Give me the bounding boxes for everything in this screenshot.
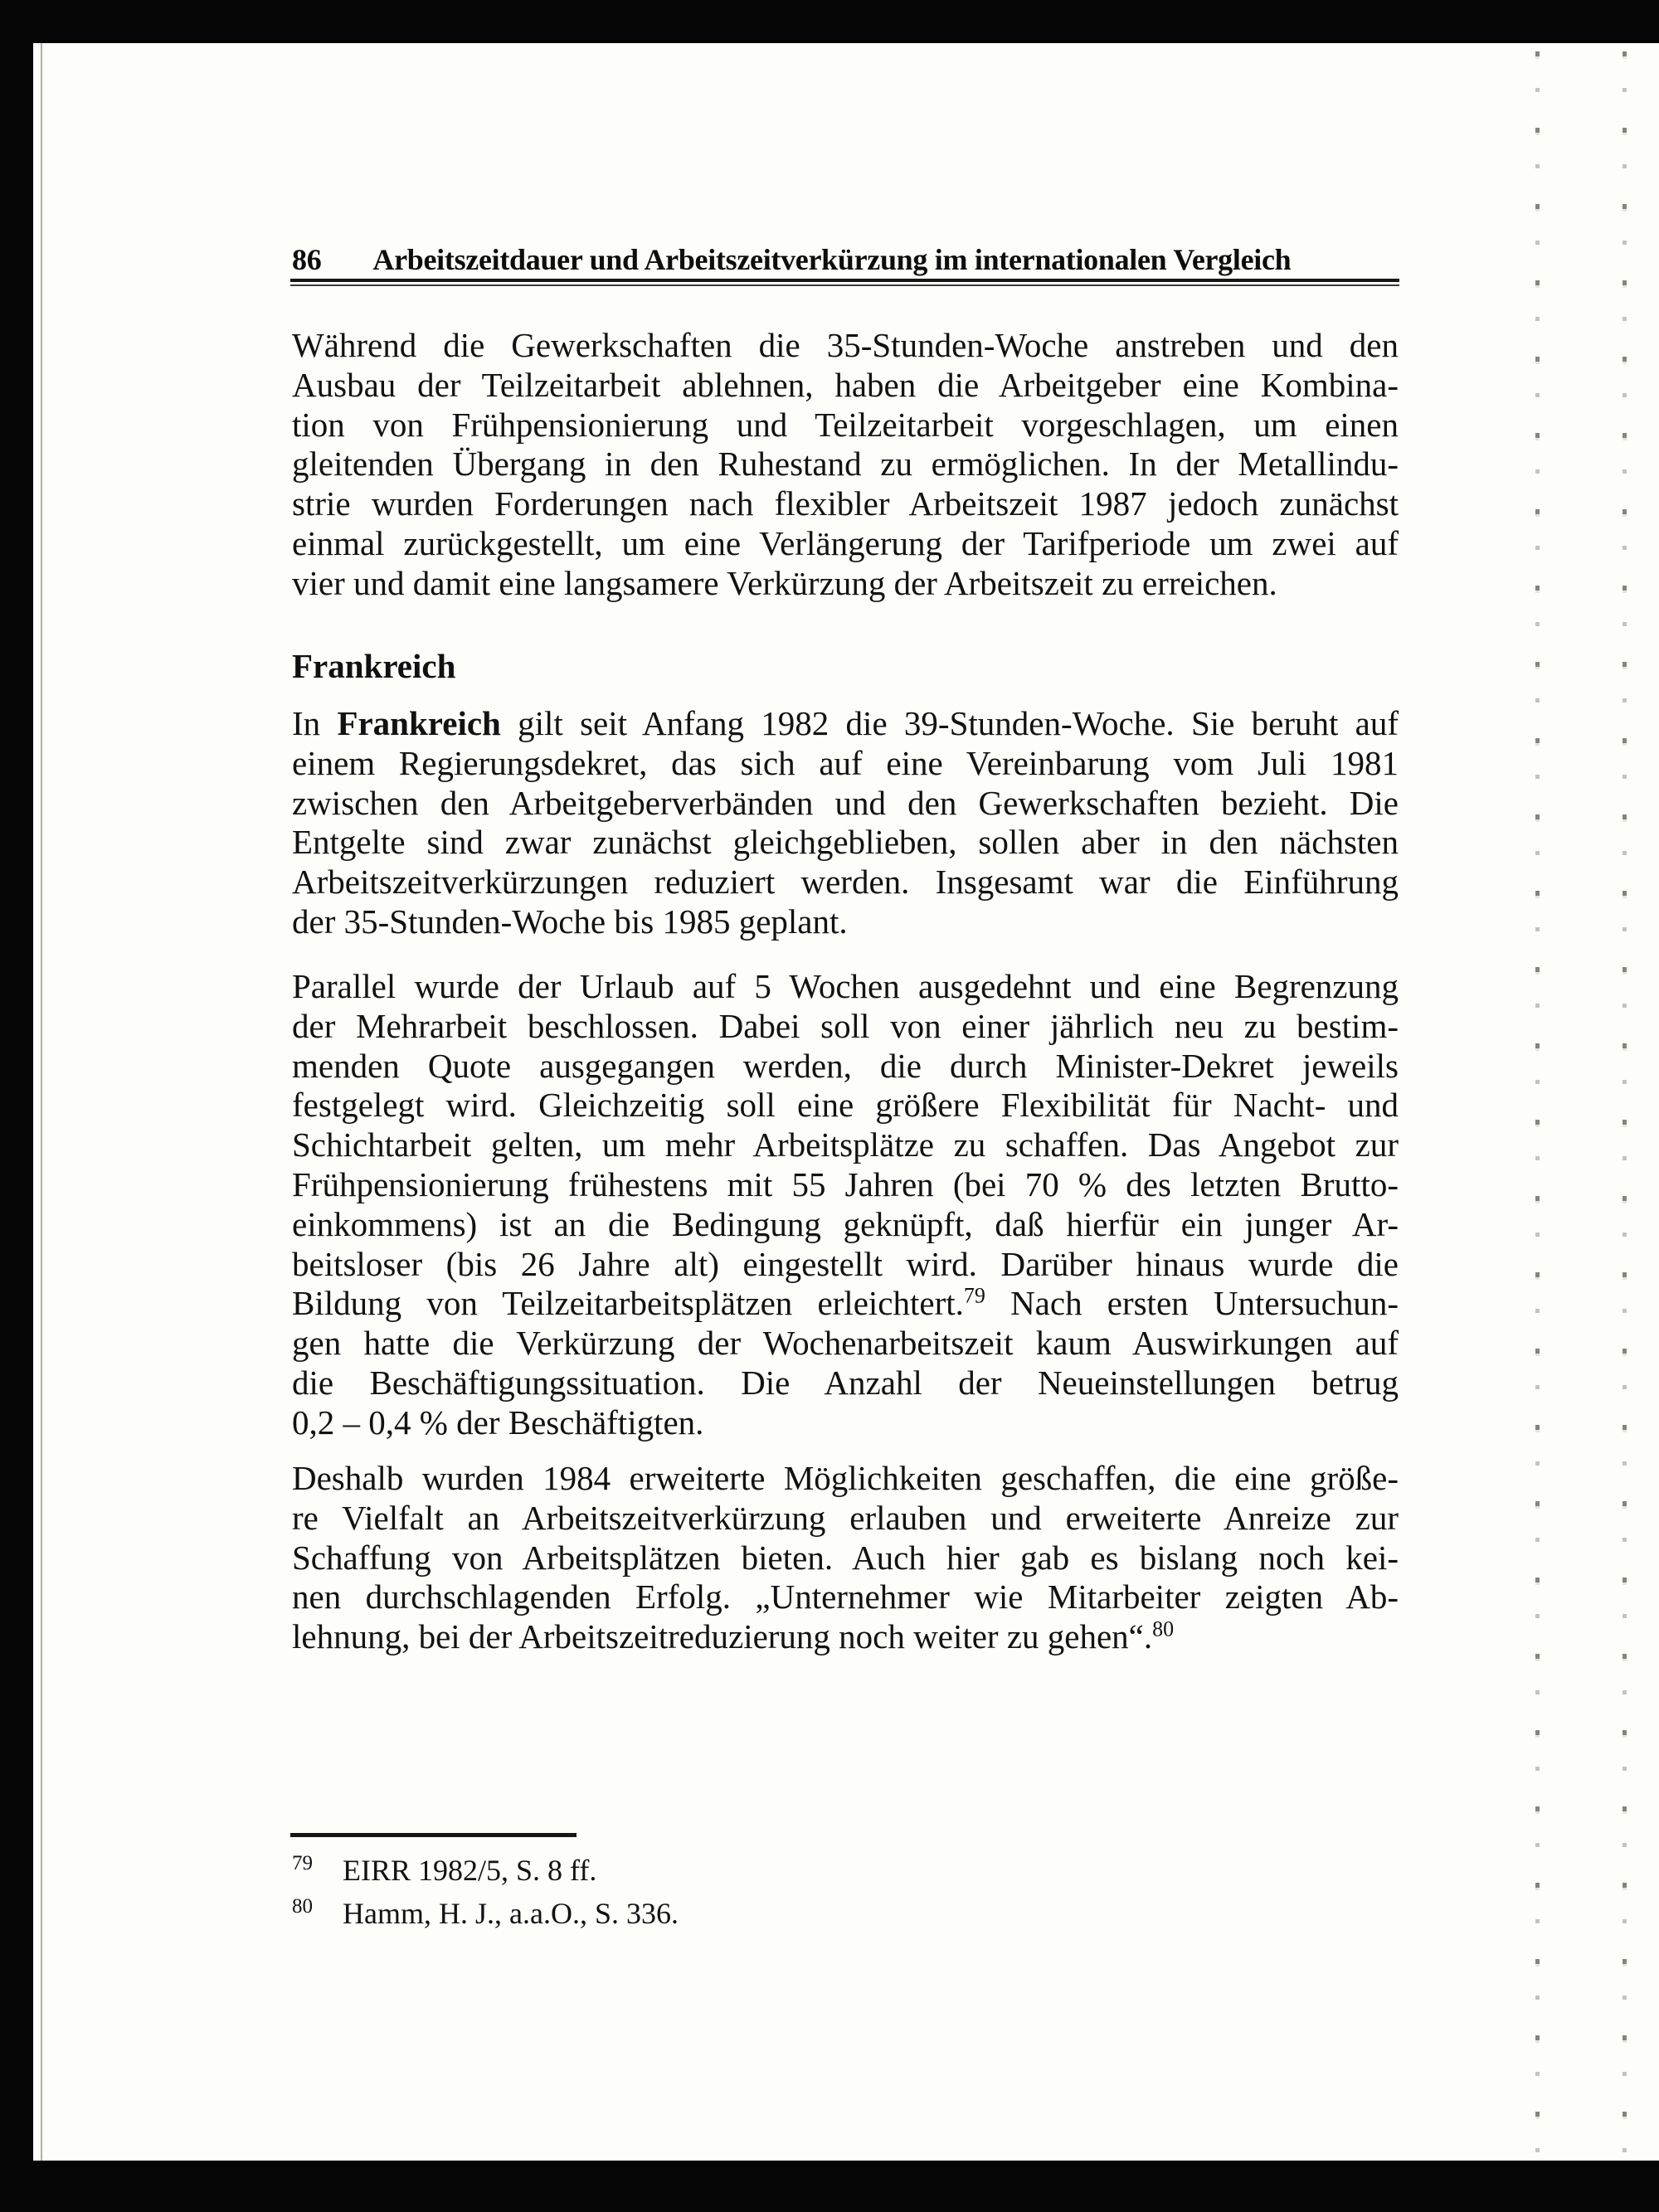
running-head-title: Arbeitszeitdauer und Arbeitszeitverkürzung im internationalen Vergleich	[372, 243, 1292, 276]
footnote-marker: 79	[292, 1852, 313, 1874]
text-line: Ausbau der Teilzeitarbeit ablehnen, haben die Arbeitgeber eine Kombina-	[292, 365, 1399, 404]
page-edge-strip	[33, 43, 63, 2161]
footnote-reference-79: 79	[963, 1283, 985, 1308]
text-line	[292, 704, 1399, 744]
text-line: Parallel wurde der Urlaub auf 5 Wochen ausgedehnt und eine Begrenzung	[292, 967, 1399, 1005]
footnote-text: Hamm, H. J., a.a.O., S. 336.	[343, 1897, 679, 1930]
text-line: nen durchschlagenden Erfolg. „Unternehmer wie Mitarbeiter zeigten Ab-	[292, 1578, 1399, 1616]
text-line: re Vielfalt an Arbeitszeitverkürzung erlauben und erweiterte Anreize zur	[292, 1498, 1399, 1537]
page-edge-dots-left-column	[1535, 51, 1540, 2154]
text-run: Nach ersten Untersuchun-	[985, 1284, 1399, 1323]
footnote	[292, 1896, 679, 1931]
text-line: zwischen den Arbeitgeberverbänden und den Gewerkschaften bezieht. Die	[292, 783, 1399, 822]
header-rule-thin	[290, 284, 1399, 286]
footnote-marker: 80	[292, 1895, 313, 1918]
text-line: gen hatte die Verkürzung der Wochenarbeitszeit kaum Auswirkungen auf	[292, 1324, 1399, 1363]
section-heading: Frankreich	[292, 647, 456, 685]
text-line: der Mehrarbeit beschlossen. Dabei soll von einer jährlich neu zu bestim-	[292, 1006, 1399, 1045]
paragraph-3	[292, 967, 1399, 1443]
paragraph-1	[292, 326, 1399, 604]
text-run: In	[292, 704, 338, 742]
page-number: 86	[292, 243, 322, 276]
page-edge-line	[41, 43, 42, 2161]
text-line: Arbeitszeitverkürzungen reduziert werden. Insgesamt war die Einführung	[292, 863, 1399, 902]
text-line: einmal zurückgestellt, um eine Verlängerung der Tarifperiode um zwei auf	[292, 523, 1399, 562]
page-edge-dots-right-column	[1623, 51, 1627, 2154]
footnote-reference-80: 80	[1152, 1616, 1175, 1641]
text-line: Frühpensionierung frühestens mit 55 Jahren (bei 70 % des letzten Brutto-	[292, 1164, 1399, 1203]
text-line: Schaffung von Arbeitsplätzen bieten. Auch hier gab es bislang noch kei-	[292, 1538, 1399, 1577]
footnote	[292, 1853, 596, 1888]
text-line: strie wurden Forderungen nach flexibler Arbeitszeit 1987 jedoch zunächst	[292, 484, 1399, 523]
text-line: einem Regierungsdekret, das sich auf eine Vereinbarung vom Juli 1981	[292, 743, 1399, 782]
text-line: beitsloser (bis 26 Jahre alt) eingestellt wird. Darüber hinaus wurde die	[292, 1244, 1399, 1283]
text-line: 0,2 – 0,4 % der Beschäftigten.	[292, 1403, 704, 1441]
text-line: Entgelte sind zwar zunächst gleichgeblieben, sollen aber in den nächsten	[292, 823, 1399, 862]
footnote-text: EIRR 1982/5, S. 8 ff.	[343, 1854, 597, 1887]
text-line	[292, 1284, 1399, 1324]
header-rule-thick	[290, 279, 1399, 282]
text-line	[292, 1617, 1399, 1657]
bold-text-run: Frankreich	[337, 704, 501, 742]
text-line: tion von Frühpensionierung und Teilzeitarbeit vorgeschlagen, um einen	[292, 405, 1399, 444]
header-rule	[290, 279, 1399, 286]
text-line: der 35-Stunden-Woche bis 1985 geplant.	[292, 902, 848, 941]
text-run: lehnung, bei der Arbeitszeitreduzierung noch weiter zu gehen“.	[292, 1617, 1153, 1656]
text-run: gilt seit Anfang 1982 die 39-Stunden-Woche. Sie beruht auf	[500, 704, 1399, 742]
text-line: vier und damit eine langsamere Verkürzung der Arbeitszeit zu erreichen.	[292, 563, 1277, 602]
text-line: die Beschäftigungssituation. Die Anzahl der Neueinstellungen betrug	[292, 1363, 1399, 1402]
text-line: Deshalb wurden 1984 erweiterte Möglichkeiten geschaffen, die eine größe-	[292, 1459, 1399, 1497]
text-line: einkommens) ist an die Bedingung geknüpft, daß hierfür ein junger Ar-	[292, 1204, 1399, 1243]
text-line: festgelegt wird. Gleichzeitig soll eine größere Flexibilität für Nacht- und	[292, 1086, 1399, 1125]
text-run: Bildung von Teilzeitarbeitsplätzen erleichtert.	[292, 1284, 964, 1323]
text-line: gleitenden Übergang in den Ruhestand zu ermöglichen. In der Metallindu-	[292, 445, 1399, 484]
text-line: Schichtarbeit gelten, um mehr Arbeitsplätze zu schaffen. Das Angebot zur	[292, 1125, 1399, 1164]
paragraph-2	[292, 704, 1399, 942]
paragraph-4	[292, 1459, 1399, 1657]
running-head	[292, 242, 1453, 277]
text-line: Während die Gewerkschaften die 35-Stunden-Woche anstreben und den	[292, 326, 1399, 364]
footnote-rule	[290, 1833, 577, 1837]
text-line: menden Quote ausgegangen werden, die durch Minister-Dekret jeweils	[292, 1046, 1399, 1085]
